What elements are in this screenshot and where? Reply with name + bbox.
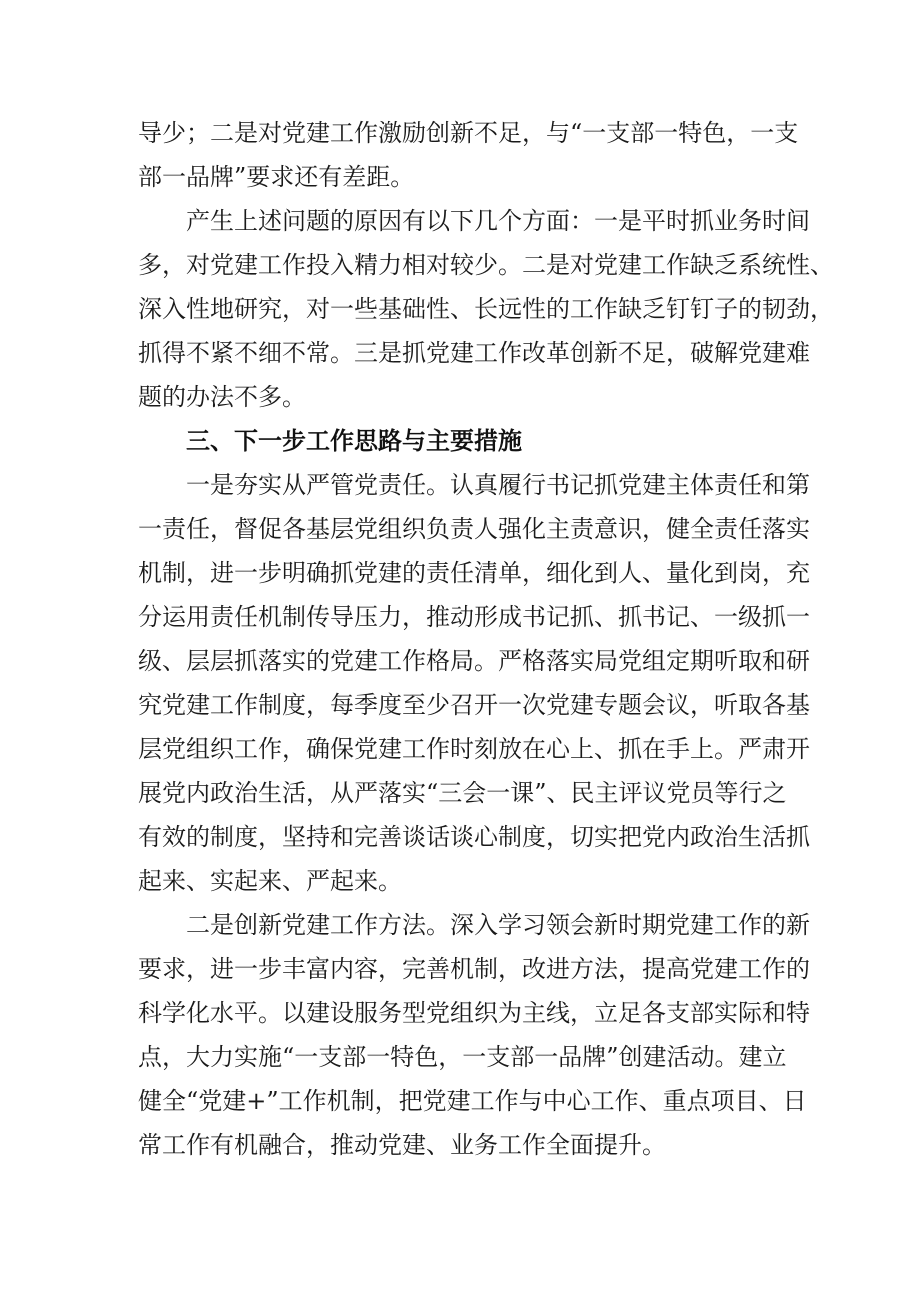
- paragraph-line: 机制，进一步明确抓党建的责任清单，细化到人、量化到岗，充: [138, 559, 810, 587]
- paragraph-line: 科学化水平。以建设服务型党组织为主线，立足各支部实际和特: [138, 999, 810, 1027]
- paragraph-line: 一责任，督促各基层党组织负责人强化主责意识，健全责任落实: [138, 515, 810, 543]
- paragraph-line: 展党内政治生活，从严落实“三会一课”、民主评议党员等行之: [138, 779, 787, 807]
- paragraph-line: 健全“党建+”工作机制，把党建工作与中心工作、重点项目、日: [138, 1087, 807, 1115]
- paragraph-line: 题的办法不多。: [138, 383, 306, 411]
- paragraph-line: 一是夯实从严管党责任。认真履行书记抓党建主体责任和第: [186, 471, 810, 499]
- paragraph-line: 起来、实起来、严起来。: [138, 867, 402, 895]
- section-heading: 三、下一步工作思路与主要措施: [186, 427, 522, 455]
- paragraph-line: 二是创新党建工作方法。深入学习领会新时期党建工作的新: [186, 911, 810, 939]
- paragraph-line: 抓得不紧不细不常。三是抓党建工作改革创新不足，破解党建难: [138, 339, 810, 367]
- paragraph-line: 导少；二是对党建工作激励创新不足，与“一支部一特色，一支: [138, 119, 799, 147]
- paragraph-line: 要求，进一步丰富内容，完善机制，改进方法，提高党建工作的: [138, 955, 810, 983]
- paragraph-line: 层党组织工作，确保党建工作时刻放在心上、抓在手上。严肃开: [138, 735, 810, 763]
- paragraph-line: 究党建工作制度，每季度至少召开一次党建专题会议，听取各基: [138, 691, 810, 719]
- paragraph-line: 有效的制度，坚持和完善谈话谈心制度，切实把党内政治生活抓: [138, 823, 810, 851]
- paragraph-line: 产生上述问题的原因有以下几个方面：一是平时抓业务时间: [186, 207, 810, 235]
- paragraph-line: 点，大力实施“一支部一特色，一支部一品牌”创建活动。建立: [138, 1043, 787, 1071]
- paragraph-line: 级、层层抓落实的党建工作格局。严格落实局党组定期听取和研: [138, 647, 810, 675]
- paragraph-line: 分运用责任机制传导压力，推动形成书记抓、抓书记、一级抓一: [138, 603, 810, 631]
- paragraph-line: 深入性地研究，对一些基础性、长远性的工作缺乏钉钉子的韧劲，: [138, 295, 834, 323]
- paragraph-line: 部一品牌”要求还有差距。: [138, 163, 415, 191]
- paragraph-line: 常工作有机融合，推动党建、业务工作全面提升。: [138, 1131, 666, 1159]
- paragraph-line: 多，对党建工作投入精力相对较少。二是对党建工作缺乏系统性、: [138, 251, 834, 279]
